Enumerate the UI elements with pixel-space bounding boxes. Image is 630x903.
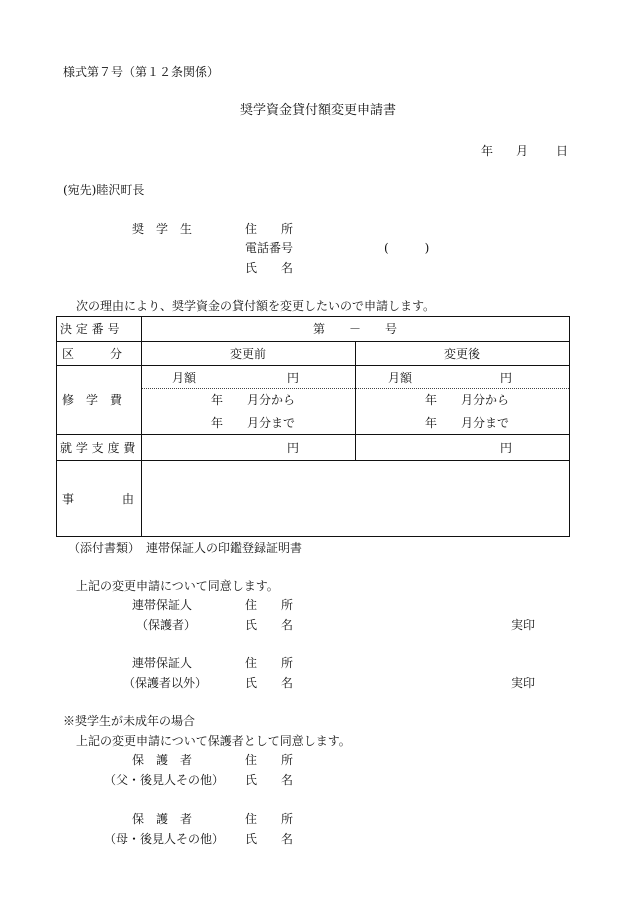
- form-number: 様式第７号（第１２条関係）: [63, 65, 220, 79]
- non-guardian-note: （保護者以外）: [123, 676, 208, 690]
- reason-label: 事 由: [62, 492, 135, 506]
- reason-field[interactable]: [142, 461, 569, 536]
- guarantor-label: 連帯保証人: [132, 598, 193, 612]
- applicant-address-label: 住 所: [245, 222, 294, 236]
- applicant-name-label: 氏 名: [245, 261, 294, 275]
- guardian1-name-label: 氏 名: [245, 773, 294, 787]
- attachment-note: （添付書類） 連帯保証人の印鑑登録証明書: [68, 541, 303, 555]
- applicant-phone-parens[interactable]: ( ): [384, 241, 430, 255]
- decision-number-value[interactable]: 第 － 号: [312, 322, 397, 336]
- before-from[interactable]: 年 月分から: [211, 393, 296, 407]
- date-month[interactable]: 月: [516, 144, 529, 158]
- guarantor-address-label: 住 所: [245, 598, 294, 612]
- before-monthly-yen[interactable]: 円: [287, 371, 300, 385]
- enrollment-label: 就 学 支 度 費: [60, 441, 136, 455]
- date-year[interactable]: 年: [481, 144, 494, 158]
- guardian2-address-label: 住 所: [245, 812, 294, 826]
- consent-intro: 上記の変更申請について同意します。: [76, 579, 279, 593]
- date-day[interactable]: 日: [556, 144, 569, 158]
- applicant-phone-label: 電話番号: [245, 241, 294, 255]
- before-until[interactable]: 年 月分まで: [211, 416, 296, 430]
- after-monthly-label: 月額: [388, 371, 413, 385]
- after-from[interactable]: 年 月分から: [425, 393, 510, 407]
- intro-text: 次の理由により、奨学資金の貸付額を変更したいので申請します。: [76, 299, 436, 313]
- guarantor2-name-label: 氏 名: [245, 676, 294, 690]
- page-title: 奨学資金貸付額変更申請書: [240, 103, 397, 118]
- father-note: （父・後見人その他）: [104, 773, 225, 787]
- applicant-label: 奨 学 生: [132, 222, 193, 236]
- minor-note: ※奨学生が未成年の場合: [63, 714, 196, 728]
- after-enrollment-yen[interactable]: 円: [500, 441, 513, 455]
- category-label: 区 分: [62, 347, 123, 361]
- guardian1-address-label: 住 所: [245, 753, 294, 767]
- guarantor2-seal: 実印: [511, 676, 536, 690]
- after-until[interactable]: 年 月分まで: [425, 416, 510, 430]
- after-monthly-yen[interactable]: 円: [500, 371, 513, 385]
- guardian2-name-label: 氏 名: [245, 832, 294, 846]
- guarantor-seal: 実印: [511, 618, 536, 632]
- before-enrollment-yen[interactable]: 円: [287, 441, 300, 455]
- addressee: (宛先)睦沢町長: [63, 183, 145, 197]
- guardian1-label: 保 護 者: [132, 753, 193, 767]
- mother-note: （母・後見人その他）: [104, 832, 225, 846]
- decision-number-label: 決 定 番 号: [60, 322, 120, 336]
- before-header: 変更前: [229, 347, 266, 361]
- guardian-note: （保護者）: [136, 618, 197, 632]
- guarantor-name-label: 氏 名: [245, 618, 294, 632]
- guarantor2-address-label: 住 所: [245, 656, 294, 670]
- guardian2-label: 保 護 者: [132, 812, 193, 826]
- tuition-label: 修 学 費: [62, 393, 123, 407]
- guarantor2-label: 連帯保証人: [132, 656, 193, 670]
- after-header: 変更後: [443, 347, 480, 361]
- minor-intro: 上記の変更申請について保護者として同意します。: [76, 734, 351, 748]
- before-monthly-label: 月額: [172, 371, 197, 385]
